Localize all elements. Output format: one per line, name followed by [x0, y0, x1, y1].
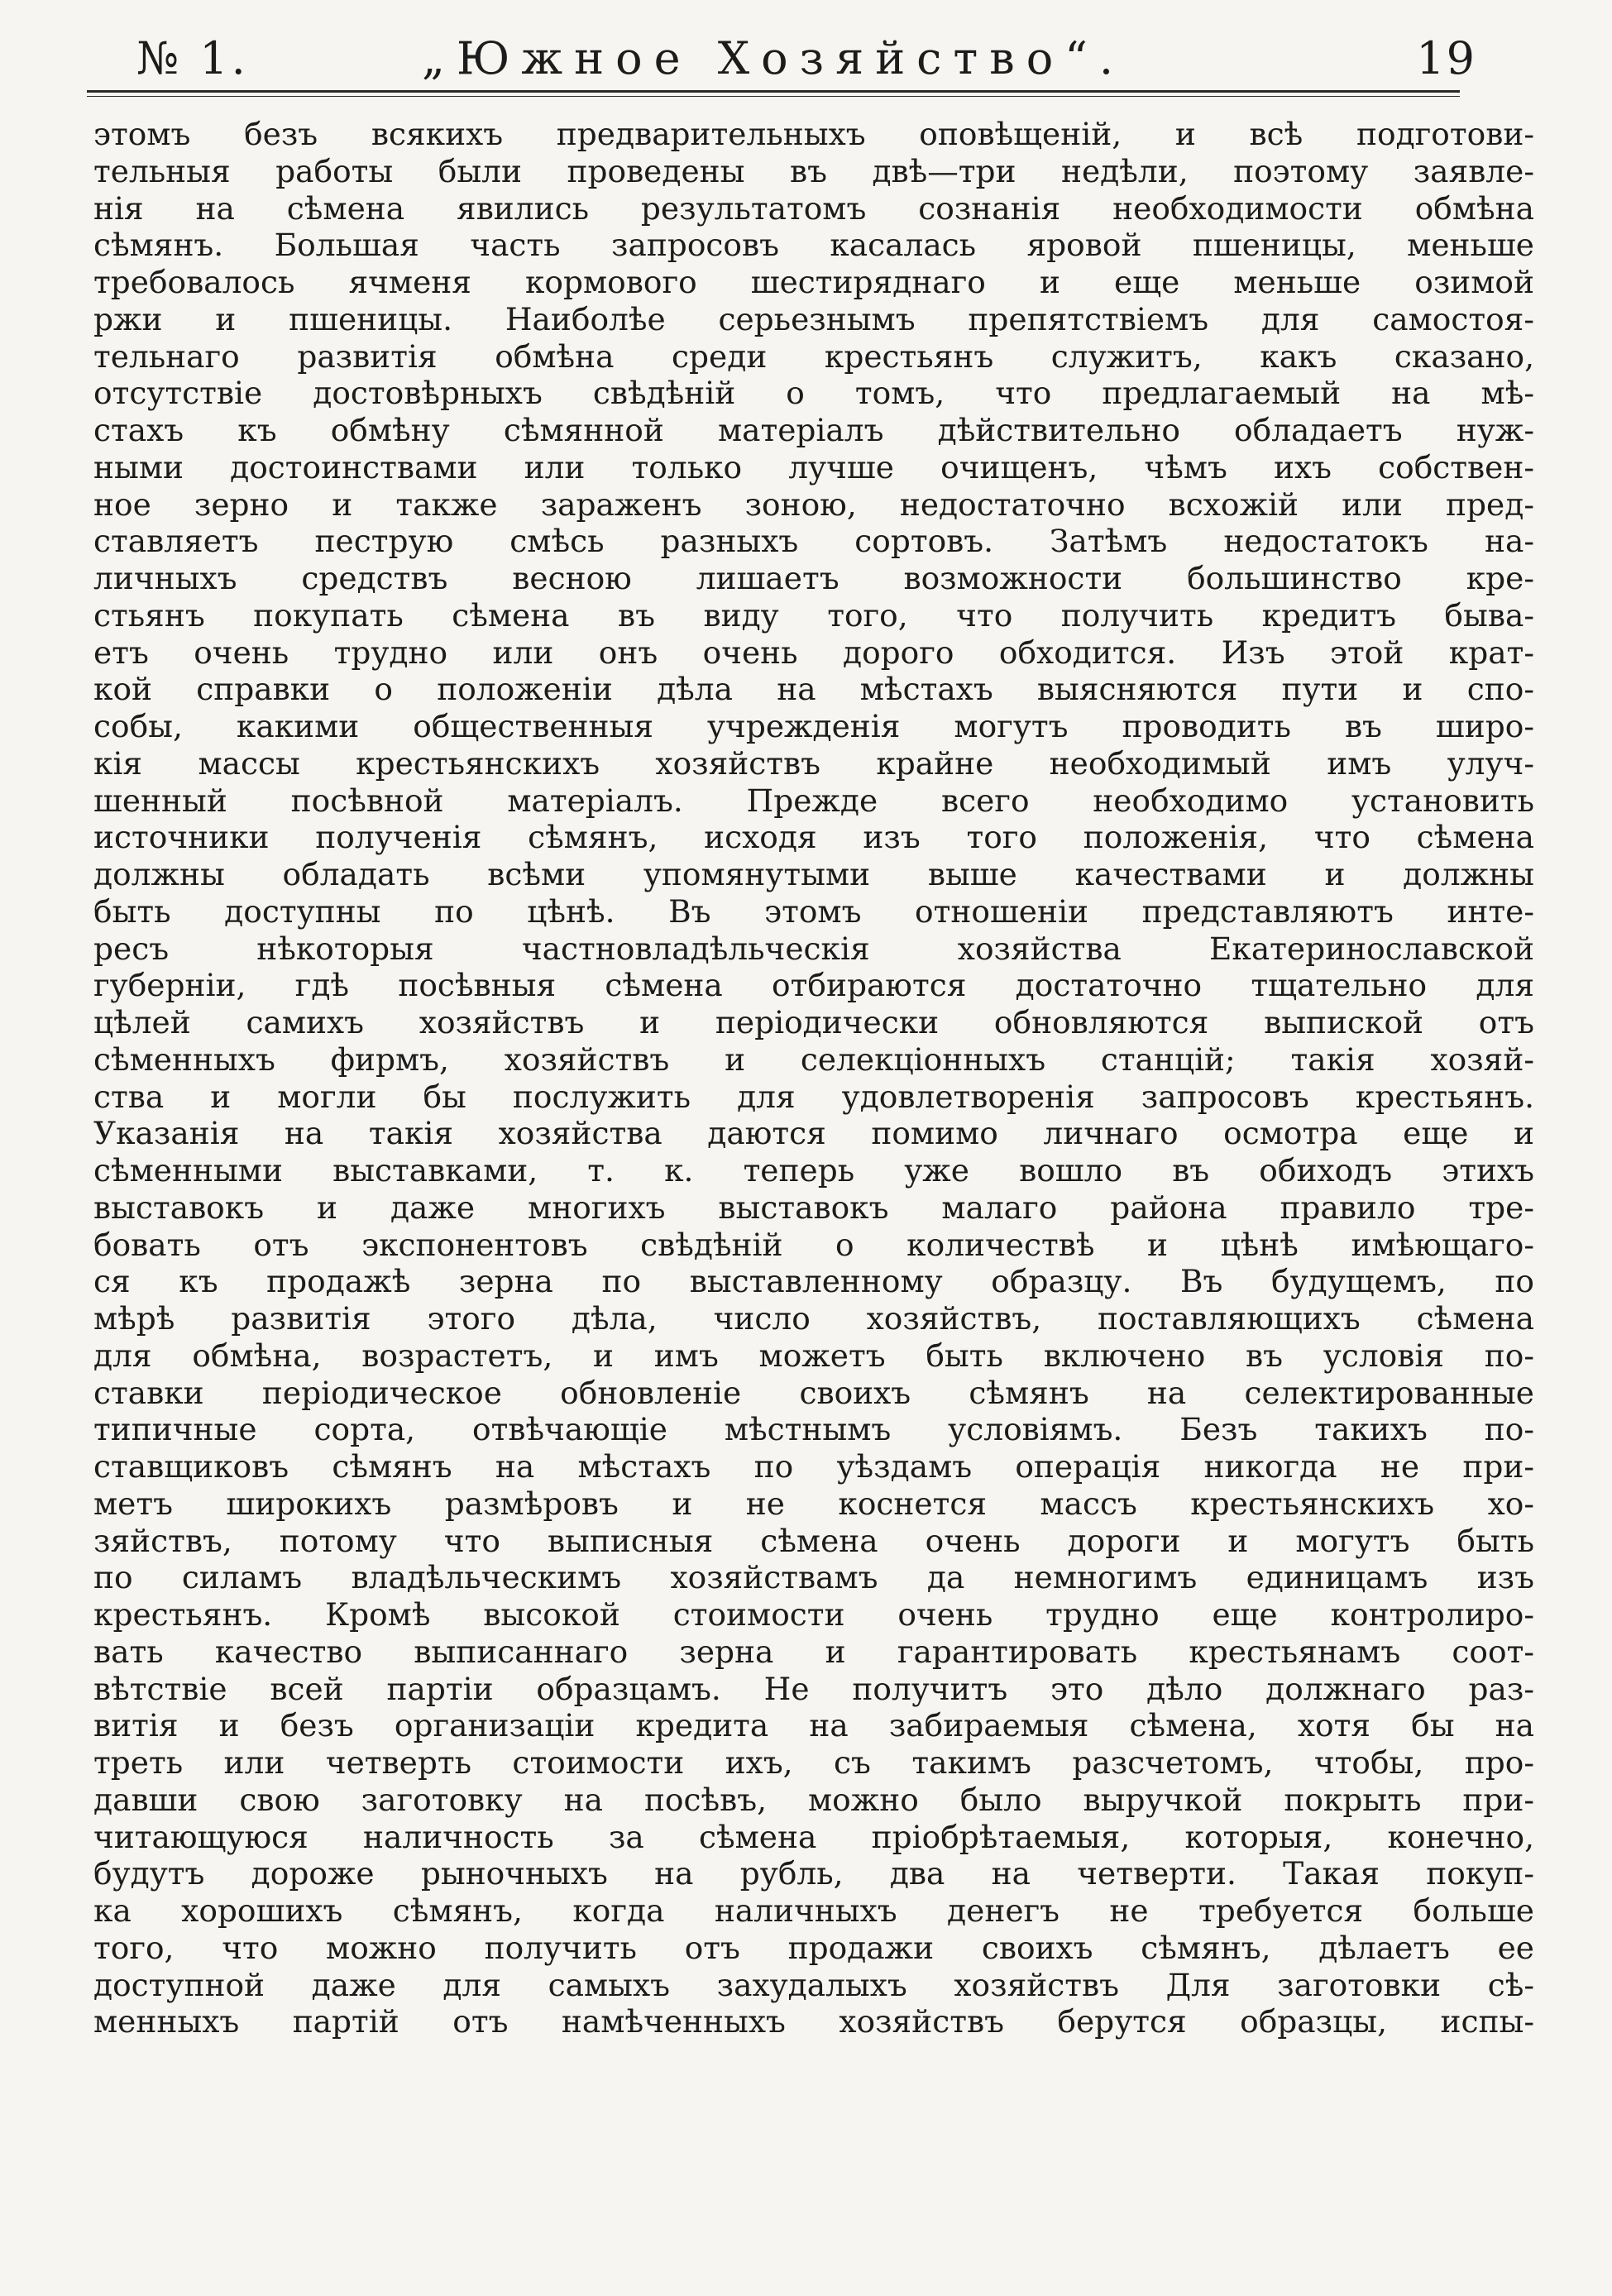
text-line: витія и безъ организаціи кредита на забираемыя сѣмена, хотя бы на [93, 1707, 1534, 1744]
text-line: ставки періодическое обновленіе своихъ сѣмянъ на селектированные [93, 1374, 1534, 1411]
text-line: нія на сѣмена явились результатомъ сознанія необходимости обмѣна [93, 189, 1534, 227]
text-line: тельнаго развитія обмѣна среди крестьянъ служитъ, какъ сказано, [93, 337, 1534, 375]
text-line: бовать отъ экспонентовъ свѣдѣній о количествѣ и цѣнѣ имѣющаго- [93, 1226, 1534, 1263]
text-line: ржи и пшеницы. Наиболѣе серьезнымъ препятствіемъ для самостоя- [93, 300, 1534, 337]
text-line: ка хорошихъ сѣмянъ, когда наличныхъ денегъ не требуется больше [93, 1892, 1534, 1929]
text-line: ными достоинствами или только лучше очищенъ, чѣмъ ихъ собствен- [93, 448, 1534, 486]
text-line: для обмѣна, возрастетъ, и имъ можетъ быть включено въ условія по- [93, 1337, 1534, 1374]
text-line: ставляетъ пеструю смѣсь разныхъ сортовъ. Затѣмъ недостатокъ на- [93, 523, 1534, 560]
text-line: того, что можно получить отъ продажи своихъ сѣмянъ, дѣлаетъ ее [93, 1929, 1534, 1966]
text-line: типичные сорта, отвѣчающіе мѣстнымъ условіямъ. Безъ такихъ по- [93, 1411, 1534, 1448]
text-line: доступной даже для самыхъ захудалыхъ хозяйствъ Для заготовки сѣ- [93, 1966, 1534, 2003]
text-line: сѣменными выставками, т. к. теперь уже вошло въ обиходъ этихъ [93, 1152, 1534, 1189]
text-line: ресъ нѣкоторыя частновладѣльческія хозяйства Екатеринославской [93, 930, 1534, 967]
text-line: треть или четверть стоимости ихъ, съ такимъ разсчетомъ, чтобы, про- [93, 1744, 1534, 1781]
header-rule-thick [87, 90, 1460, 93]
text-line: собы, какими общественныя учрежденія могутъ проводить въ широ- [93, 708, 1534, 744]
text-line: шенный посѣвной матеріалъ. Прежде всего необходимо установить [93, 782, 1534, 819]
text-line: етъ очень трудно или онъ очень дорого обходится. Изъ этой крат- [93, 634, 1534, 671]
text-line: ное зерно и также зараженъ зоною, недостаточно всхожій или пред- [93, 486, 1534, 523]
text-line: по силамъ владѣльческимъ хозяйствамъ да немногимъ единицамъ изъ [93, 1559, 1534, 1596]
text-line: ся къ продажѣ зерна по выставленному образцу. Въ будущемъ, по [93, 1263, 1534, 1300]
text-line: вѣтствіе всей партіи образцамъ. Не получитъ это дѣло должнаго раз- [93, 1670, 1534, 1707]
text-line: мѣрѣ развитія этого дѣла, число хозяйствъ, поставляющихъ сѣмена [93, 1300, 1534, 1337]
text-line: метъ широкихъ размѣровъ и не коснется массъ крестьянскихъ хо- [93, 1485, 1534, 1522]
text-line: ставщиковъ сѣмянъ на мѣстахъ по уѣздамъ операція никогда не при- [93, 1448, 1534, 1485]
text-line: цѣлей самихъ хозяйствъ и періодически обновляются выпиской отъ [93, 1004, 1534, 1040]
text-line: менныхъ партій отъ намѣченныхъ хозяйствъ берутся образцы, испы- [93, 2003, 1534, 2040]
text-line: быть доступны по цѣнѣ. Въ этомъ отношеніи представляютъ инте- [93, 892, 1534, 930]
text-line: тельныя работы были проведены въ двѣ—три недѣли, поэтому заявле- [93, 152, 1534, 189]
issue-number: № 1. [136, 32, 249, 84]
text-line: кой справки о положеніи дѣла на мѣстахъ выясняются пути и спо- [93, 671, 1534, 708]
journal-title: „Южное Хозяйство“. [422, 32, 1125, 84]
text-line: требовалось ячменя кормового шестиряднаго и еще меньше озимой [93, 264, 1534, 300]
text-line: сѣменныхъ фирмъ, хозяйствъ и селекціонныхъ станцій; такія хозяй- [93, 1040, 1534, 1078]
text-line: крестьянъ. Кромѣ высокой стоимости очень трудно еще контролиро- [93, 1596, 1534, 1633]
text-line: личныхъ средствъ весною лишаетъ возможности большинство кре- [93, 560, 1534, 596]
text-line: ства и могли бы послужить для удовлетворенія запросовъ крестьянъ. [93, 1078, 1534, 1115]
text-line: выставокъ и даже многихъ выставокъ малаго района правило тре- [93, 1189, 1534, 1226]
text-line: стьянъ покупать сѣмена въ виду того, что получить кредитъ быва- [93, 596, 1534, 634]
text-line: зяйствъ, потому что выписныя сѣмена очень дороги и могутъ быть [93, 1522, 1534, 1559]
text-line: вать качество выписаннаго зерна и гарантировать крестьянамъ соот- [93, 1633, 1534, 1670]
text-line: давши свою заготовку на посѣвъ, можно было выручкой покрыть при- [93, 1781, 1534, 1818]
text-line: этомъ безъ всякихъ предварительныхъ оповѣщеній, и всѣ подготови- [93, 116, 1534, 152]
page-number: 19 [1416, 32, 1476, 84]
text-line: сѣмянъ. Большая часть запросовъ касалась яровой пшеницы, меньше [93, 227, 1534, 264]
text-line: Указанія на такія хозяйства даются помимо личнаго осмотра еще и [93, 1115, 1534, 1152]
header-rule-thin [87, 96, 1460, 97]
text-line: стахъ къ обмѣну сѣмянной матеріалъ дѣйствительно обладаетъ нуж- [93, 412, 1534, 448]
text-line: будутъ дороже рыночныхъ на рубль, два на четверти. Такая покуп- [93, 1855, 1534, 1892]
text-line: должны обладать всѣми упомянутыми выше качествами и должны [93, 856, 1534, 892]
text-line: источники полученія сѣмянъ, исходя изъ того положенія, что сѣмена [93, 819, 1534, 856]
text-line: кія массы крестьянскихъ хозяйствъ крайне необходимый имъ улуч- [93, 744, 1534, 782]
text-line: отсутствіе достовѣрныхъ свѣдѣній о томъ, что предлагаемый на мѣ- [93, 375, 1534, 412]
page-header [87, 30, 1476, 88]
text-line: читающуюся наличность за сѣмена пріобрѣтаемыя, которыя, конечно, [93, 1818, 1534, 1855]
body-text [93, 116, 1534, 2040]
text-line: губерніи, гдѣ посѣвныя сѣмена отбираются достаточно тщательно для [93, 967, 1534, 1004]
